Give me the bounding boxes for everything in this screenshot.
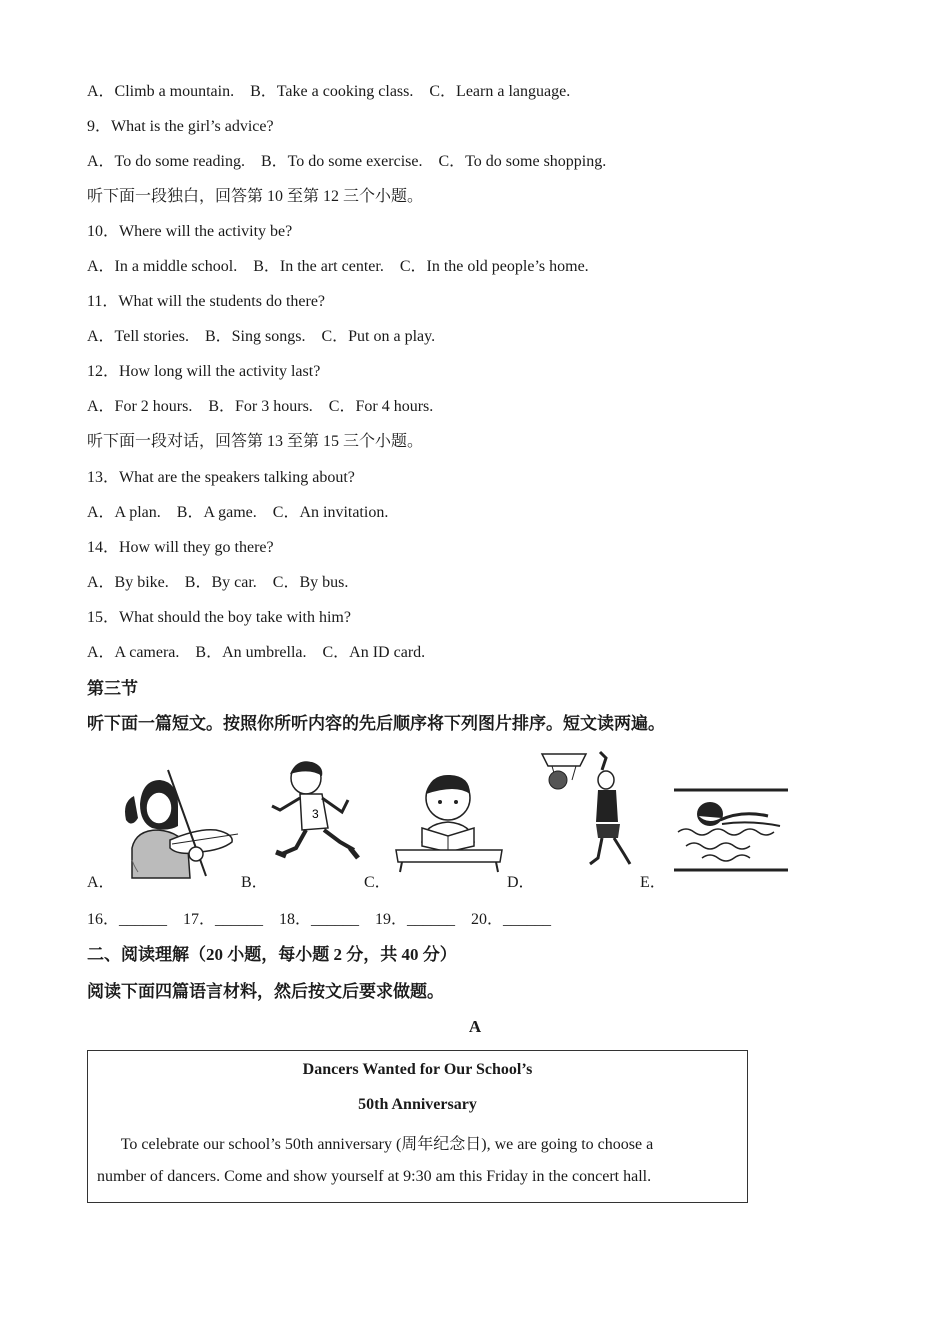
monologue-instruction: 听下面一段独白，回答第 10 至第 12 三个小题。 [87, 188, 424, 205]
q9-question: 9．What is the girl’s advice? [87, 118, 274, 135]
picture-c-label: C． [364, 874, 391, 891]
violin-girl-icon [112, 768, 244, 880]
picture-a-label: A． [87, 874, 115, 891]
q13-options: A．A plan. B．A game. C．An invitation. [87, 504, 389, 521]
picture-e-label: E． [640, 874, 666, 891]
notice-title-line1: Dancers Wanted for Our School’s [302, 1061, 533, 1078]
picture-b-label: B． [241, 874, 268, 891]
q11-question: 11．What will the students do there? [87, 293, 326, 310]
q15-options: A．A camera. B．An umbrella. C．An ID card. [87, 644, 426, 661]
basketball-player-icon [540, 746, 640, 876]
part2-title: 二、阅读理解（20 小题，每小题 2 分，共 40 分） [87, 945, 457, 964]
q11-options: A．Tell stories. B．Sing songs. C．Put on a play. [87, 328, 436, 345]
q15-question: 15．What should the boy take with him? [87, 609, 351, 626]
svg-text:3: 3 [312, 807, 319, 821]
notice-title-line2: 50th Anniversary [358, 1096, 477, 1113]
q10-options: A．In a middle school. B．In the art center. C．In the old people’s home. [87, 258, 589, 275]
q13-question: 13．What are the speakers talking about? [87, 469, 355, 486]
answer-blanks[interactable]: 16．______ 17．______ 18．______ 19．______ 20．______ [87, 911, 552, 928]
picture-d-label: D． [507, 874, 535, 891]
reading-boy-icon [392, 772, 506, 874]
notice-body-line2: number of dancers. Come and show yourself at 9:30 am this Friday in the concert hall. [97, 1168, 652, 1185]
q14-options: A．By bike. B．By car. C．By bus. [87, 574, 349, 591]
running-boy-icon [266, 758, 366, 864]
q12-options: A．For 2 hours. B．For 3 hours. C．For 4 hours. [87, 398, 434, 415]
dialogue-instruction: 听下面一段对话，回答第 13 至第 15 三个小题。 [87, 433, 424, 450]
section3-title: 第三节 [87, 679, 138, 698]
q14-question: 14．How will they go there? [87, 539, 274, 556]
section3-instruction: 听下面一篇短文。按照你所听内容的先后顺序将下列图片排序。短文读两遍。 [87, 714, 665, 733]
passage-letter: A [468, 1017, 482, 1036]
notice-body-line1: To celebrate our school’s 50th anniversary (周年纪念日), we are going to choose a [97, 1136, 654, 1153]
q8-options: A．Climb a mountain. B．Take a cooking class. C．Learn a language. [87, 83, 571, 100]
part2-instruction: 阅读下面四篇语言材料，然后按文后要求做题。 [87, 982, 444, 1001]
swimmer-icon [672, 786, 790, 874]
q9-options: A．To do some reading. B．To do some exercise. C．To do some shopping. [87, 153, 607, 170]
q10-question: 10．Where will the activity be? [87, 223, 293, 240]
notice-box [87, 1050, 748, 1203]
q12-question: 12．How long will the activity last? [87, 363, 321, 380]
